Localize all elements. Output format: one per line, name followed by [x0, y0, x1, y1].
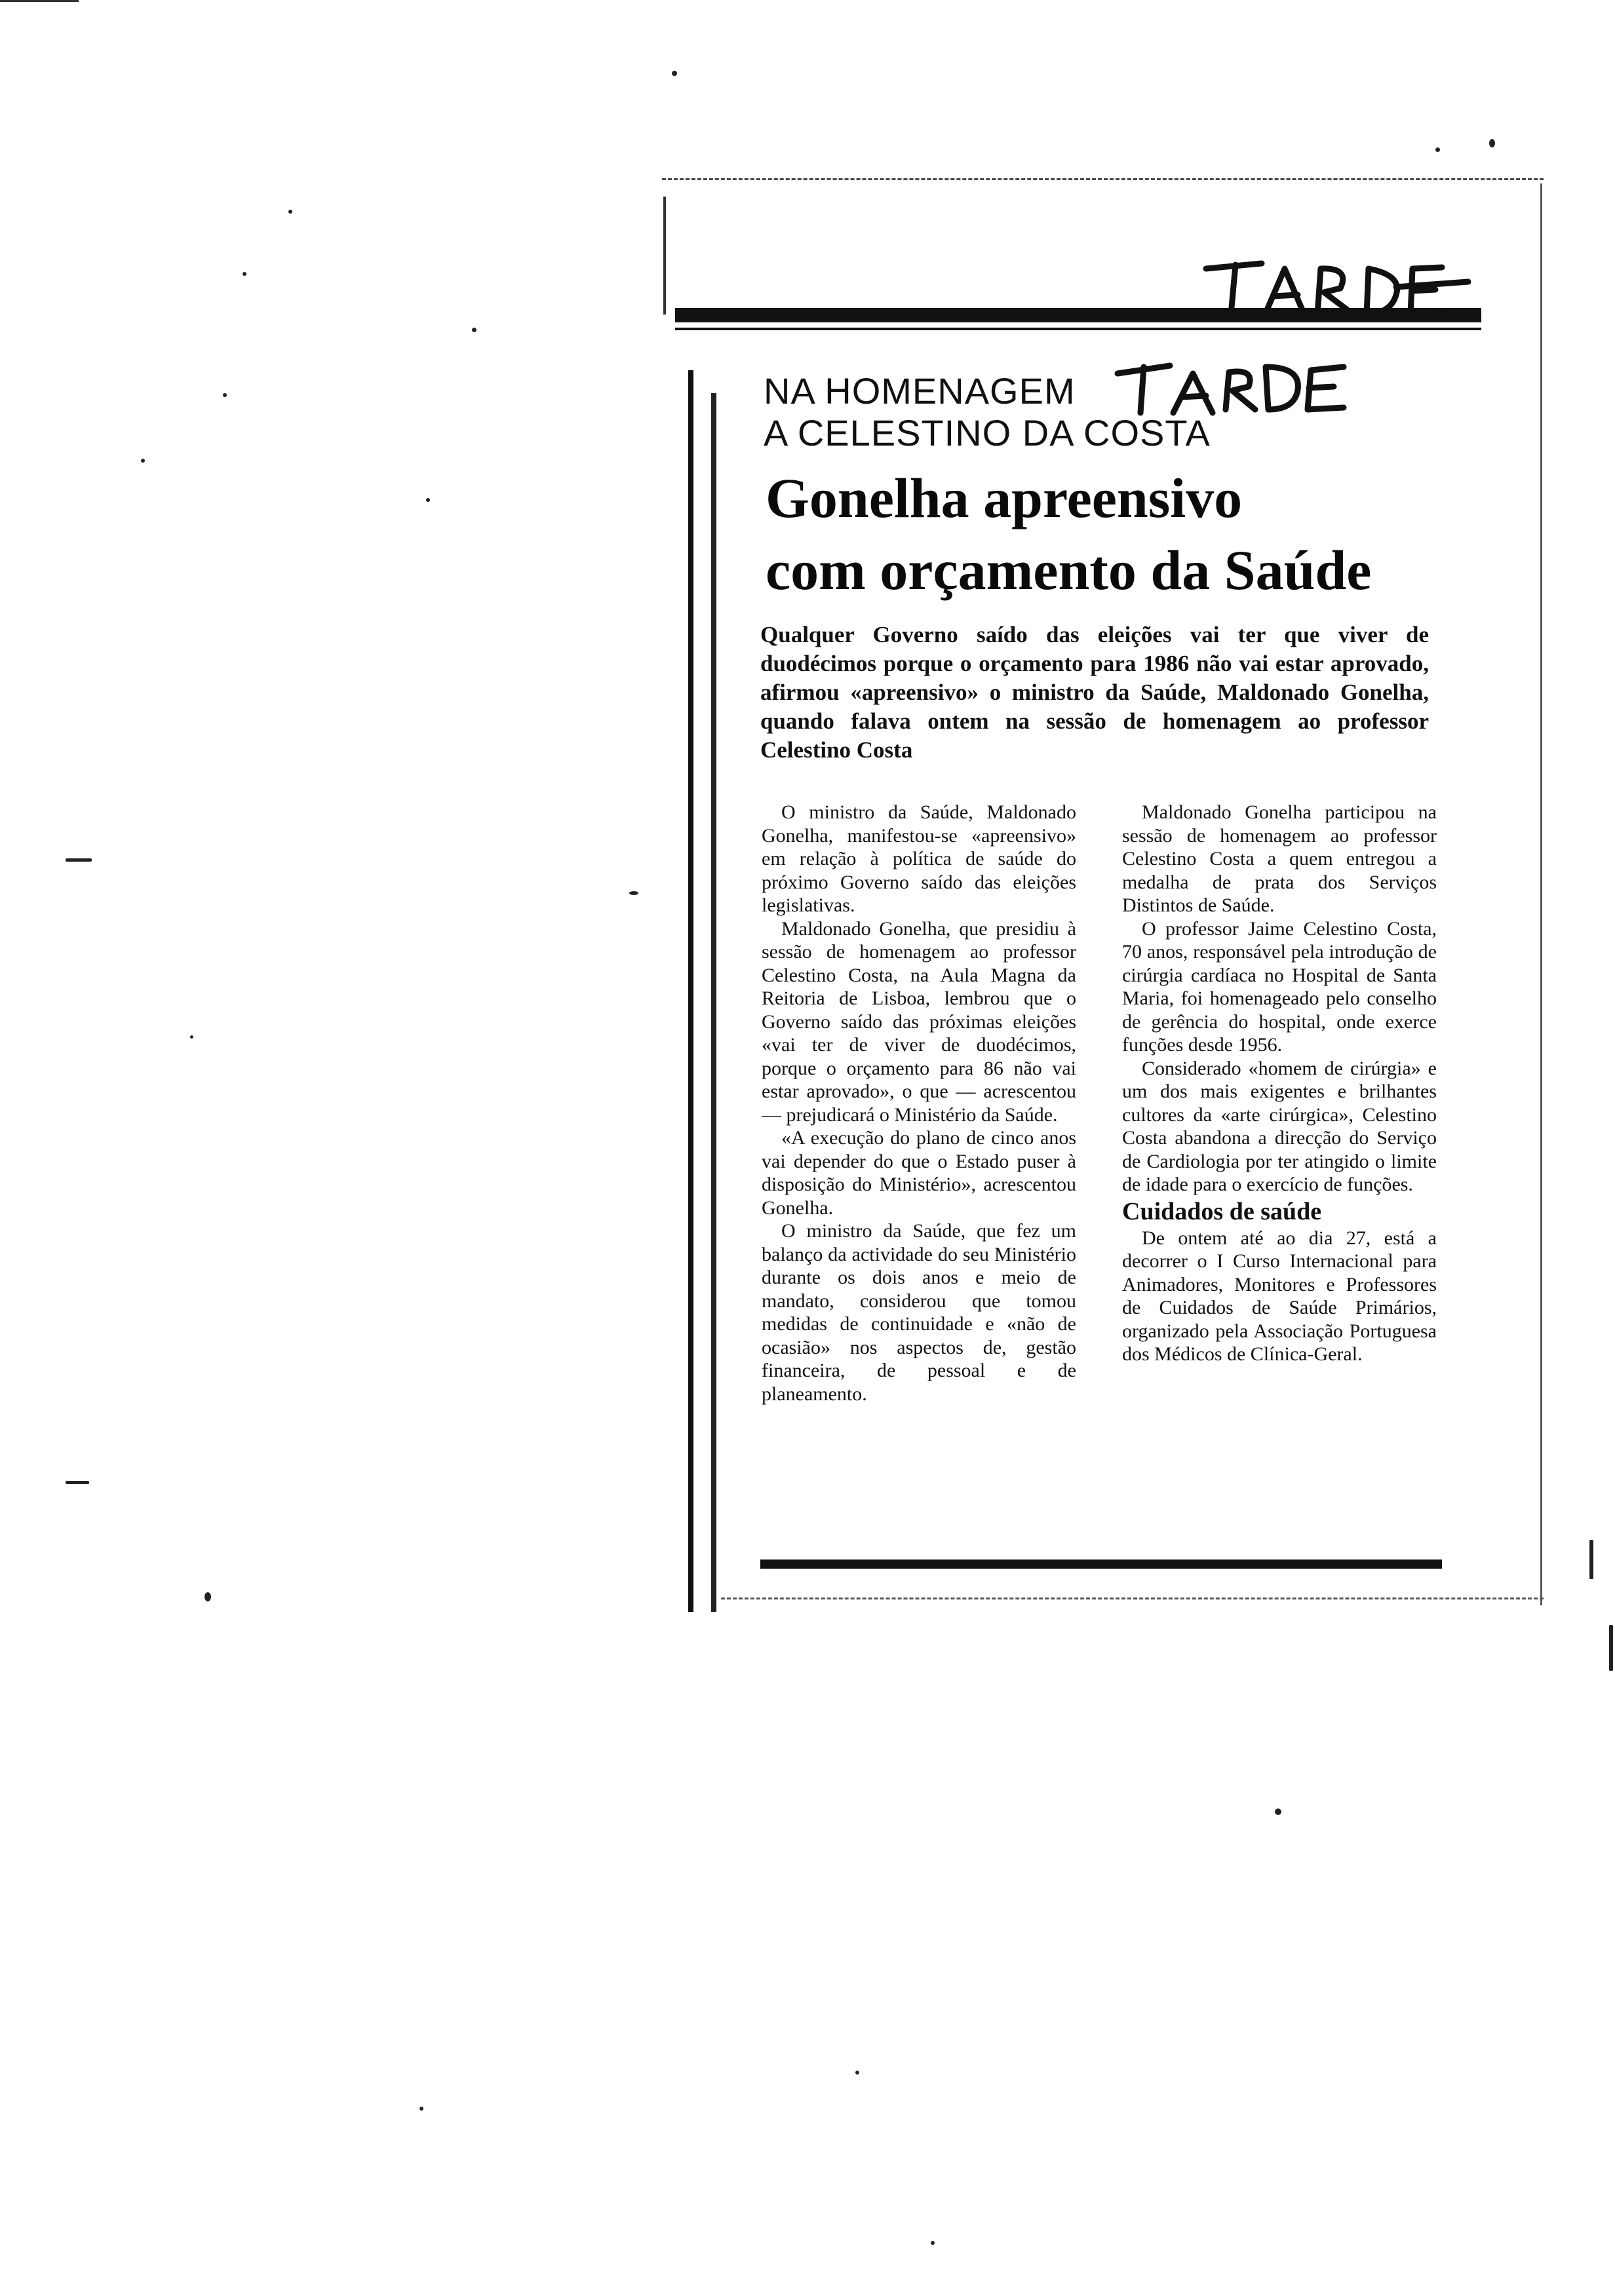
paragraph: Maldonado Gonelha participou na sessão de homenagem ao professor Celestino Costa a quem entregou a medalha de prata dos Serviços Distintos de Saúde.	[1122, 801, 1437, 916]
headline-line: Gonelha apreensivo	[766, 467, 1243, 529]
paragraph: O ministro da Saúde, que fez um balanço da actividade do seu Ministério durante os dois anos e meio de mandato, considerou que tomou medidas de continuidade e «não de ocasião» nos aspectos de, gestão financeira, de pessoal e de planeamento.	[762, 1220, 1076, 1405]
paragraph: Maldonado Gonelha, que presidiu à sessão de homenagem ao professor Celestino Costa, na Aula Magna da Reitoria de Lisboa, lembrou que o Governo saído das próximas eleições «vai ter de viver de duodécimos, porque o orçamento para 86 não vai estar aprovado», o que — acrescentou — prejudicará o Ministério da Saúde.	[762, 917, 1076, 1126]
scan-speck	[141, 459, 145, 463]
scan-speck	[1435, 147, 1440, 152]
scan-speck	[419, 2107, 423, 2111]
scan-speck	[426, 498, 430, 502]
article-lead: Qualquer Governo saído das eleições vai ter que viver de duodécimos porque o orçamento para 1986 não vai estar aprovado, afirmou «apreensivo» o ministro da Saúde, Maldonado Gonelha, quando falava ontem na sessão de homenagem ao professor Celestino Costa	[760, 622, 1429, 763]
paragraph: O professor Jaime Celestino Costa, 70 anos, responsável pela introdução de cirúrgia cardíaca no Hospital de Santa Maria, foi homenageado pelo conselho de gerência do hospital, onde exerce funções desde 1956.	[1122, 917, 1437, 1056]
scan-speck	[66, 1481, 89, 1484]
article-headline	[766, 462, 1519, 606]
paragraph: O ministro da Saúde, Maldonado Gonelha, manifestou-se «apreensivo» em relação à política de saúde do próximo Governo saído das eleições legislativas.	[762, 801, 1076, 916]
scan-speck	[1275, 1808, 1281, 1815]
handwritten-note-top	[1199, 249, 1475, 328]
paragraph: De ontem até ao dia 27, está a decorrer o I Curso Internacional para Animadores, Monitores e Professores de Cuidados de Saúde Primários, organizado pela Associação Portuguesa dos Médicos de Clínica-Geral.	[1122, 1227, 1437, 1365]
clipping-bottom-edge	[721, 1598, 1544, 1602]
scan-speck	[204, 1592, 211, 1601]
scan-speck	[1589, 1540, 1593, 1579]
article-column-1	[762, 801, 1076, 1406]
scan-speck	[672, 71, 677, 76]
scan-speck	[855, 2071, 859, 2075]
masthead-thin-rule	[675, 328, 1481, 330]
scan-speck	[223, 393, 227, 397]
column-bar-inner	[711, 393, 716, 1612]
article-bottom-rule	[760, 1559, 1442, 1569]
scan-speck	[288, 210, 292, 214]
scan-edge-line	[0, 0, 79, 2]
kicker-line: A CELESTINO DA COSTA	[764, 412, 1211, 453]
article-column-2	[1122, 801, 1437, 1366]
clipping-left-edge	[663, 197, 666, 315]
clipping-top-edge	[662, 178, 1544, 184]
article-subhead: Cuidados de saúde	[1122, 1197, 1322, 1225]
scan-speck	[1489, 139, 1495, 147]
column-bar-left	[688, 370, 693, 1612]
paragraph: «A execução do plano de cinco anos vai depender do que o Estado puser à disposição do Ministério», acrescentou Gonelha.	[762, 1127, 1076, 1219]
scan-speck	[190, 1035, 193, 1039]
scan-speck	[931, 2241, 935, 2245]
scan-speck	[1609, 1625, 1613, 1671]
clipping-right-edge	[1540, 183, 1545, 1605]
scan-speck	[472, 328, 477, 332]
kicker-line: NA HOMENAGEM	[764, 370, 1076, 411]
article-kicker	[764, 370, 1353, 454]
headline-line: com orçamento da Saúde	[766, 539, 1372, 602]
paragraph: Considerado «homem de cirúrgia» e um dos mais exigentes e brilhantes cultores da «arte cirúrgica», Celestino Costa abandona a direcção do Serviço de Cardiologia por ter atingido o limite de idade para o exercício de funções.	[1122, 1057, 1437, 1195]
scan-speck	[243, 272, 246, 276]
scan-speck	[66, 858, 92, 862]
scan-speck	[629, 891, 638, 895]
